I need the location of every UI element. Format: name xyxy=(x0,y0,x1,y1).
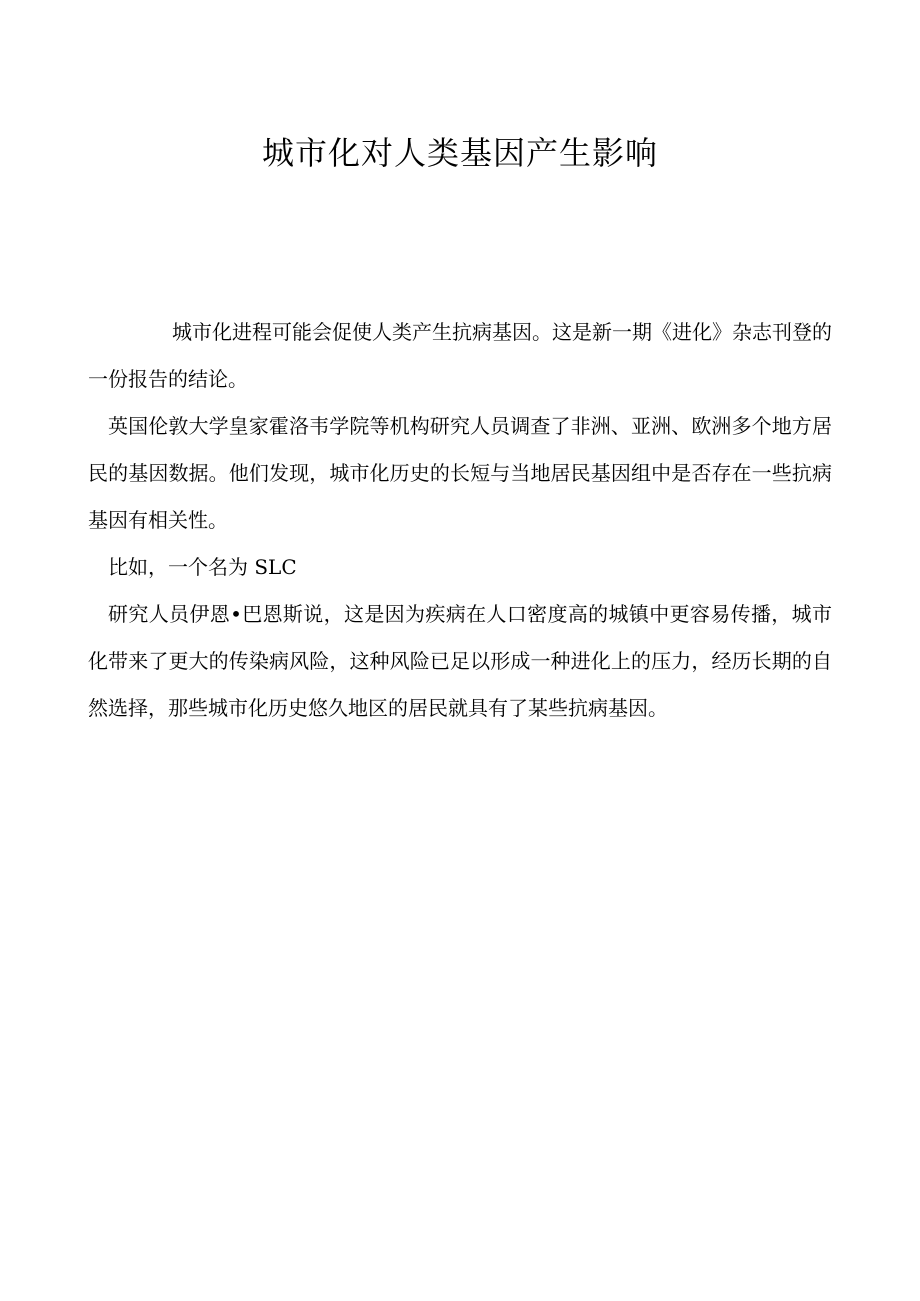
paragraph-intro: 城市化进程可能会促使人类产生抗病基因。这是新一期《进化》杂志刊登的一份报告的结论。 xyxy=(88,320,832,391)
document-title: 城市化对人类基因产生影响 xyxy=(261,134,658,172)
paragraph-explanation: 研究人员伊恩•巴恩斯说，这是因为疾病在人口密度高的城镇中更容易传播，城市化带来了更大的传染病风险，这种风险已足以形成一种进化上的压力，经历长期的自然选择，那些城市化历史悠久地区的居民就具有了某些抗病基因。 xyxy=(88,602,832,720)
paragraph-example: 比如，一个名为 SLC xyxy=(108,555,297,579)
document-body xyxy=(88,309,832,732)
paragraph-research: 英国伦敦大学皇家霍洛韦学院等机构研究人员调查了非洲、亚洲、欧洲多个地方居民的基因数据。他们发现，城市化历史的长短与当地居民基因组中是否存在一些抗病基因有相关性。 xyxy=(88,414,832,532)
